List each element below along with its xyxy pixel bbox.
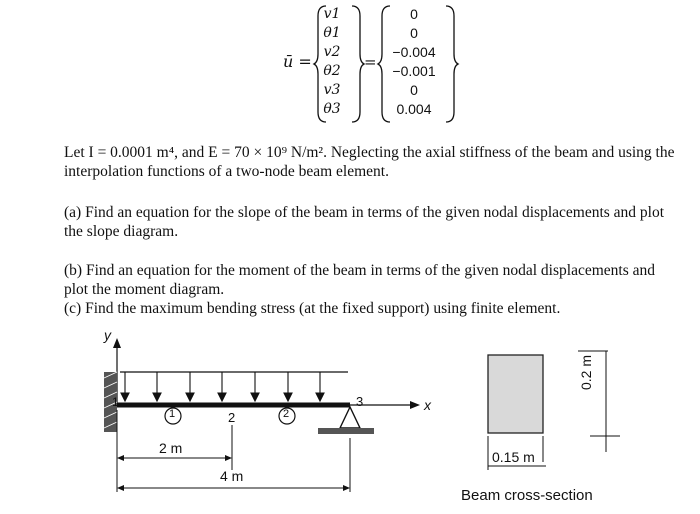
pin-support-icon: [340, 407, 360, 428]
section-width-label: 0.15 m: [492, 449, 535, 465]
vector-value: 0: [410, 25, 418, 41]
dimension-4m: 4 m: [220, 468, 244, 484]
problem-intro: Let I = 0.0001 m⁴, and E = 70 × 10⁹ N/m². Neglecting the axial stiffness of the beam and using the interpolation functions of a two-node beam element.: [64, 144, 675, 180]
dim-arrow-icon: [117, 455, 124, 461]
dimension-2m: 2 m: [159, 440, 183, 456]
ground-hatch: [318, 428, 374, 434]
element-label-2: 2: [283, 408, 290, 420]
vector-value: 0: [410, 6, 418, 22]
vector-value: −0.001: [392, 63, 436, 79]
node-label-1: 1: [112, 395, 119, 409]
node-label-2: 2: [228, 410, 236, 425]
element-label-1: 1: [169, 408, 176, 420]
vector-symbol: v2: [323, 44, 341, 60]
vector-value: −0.004: [392, 44, 436, 60]
problem-part-b: (b) Find an equation for the moment of the beam in terms of the given nodal displacements and plot the moment diagram.: [64, 262, 655, 298]
dim-arrow-icon: [225, 455, 232, 461]
node-label-3: 3: [356, 394, 364, 409]
vector-symbol: θ3: [323, 101, 341, 117]
y-axis-label: y: [104, 327, 111, 343]
vector-symbol: v3: [323, 82, 341, 98]
x-axis-label: x: [424, 397, 431, 413]
section-caption: Beam cross-section: [461, 487, 593, 504]
dim-arrow-icon: [117, 485, 124, 491]
problem-part-a: (a) Find an equation for the slope of the beam in terms of the given nodal displacements and plot the slope diagram.: [64, 204, 665, 240]
vector-symbol: θ1: [323, 25, 341, 41]
problem-part-c: (c) Find the maximum bending stress (at the fixed support) using finite element.: [64, 300, 561, 317]
y-axis-arrow-icon: [113, 338, 121, 348]
u-bar-lhs: ū =: [283, 52, 312, 71]
cross-section-rect: [488, 355, 543, 433]
dim-arrow-icon: [343, 485, 350, 491]
load-arrows: [121, 372, 324, 401]
vector-symbol: v1: [323, 6, 341, 22]
vector-symbol: θ2: [323, 63, 341, 79]
section-height-label: 0.2 m: [578, 354, 594, 390]
vector-value: 0: [410, 82, 418, 98]
equals-sign: =: [364, 53, 377, 71]
x-axis-arrow-icon: [410, 401, 420, 409]
vector-value: 0.004: [396, 101, 432, 117]
